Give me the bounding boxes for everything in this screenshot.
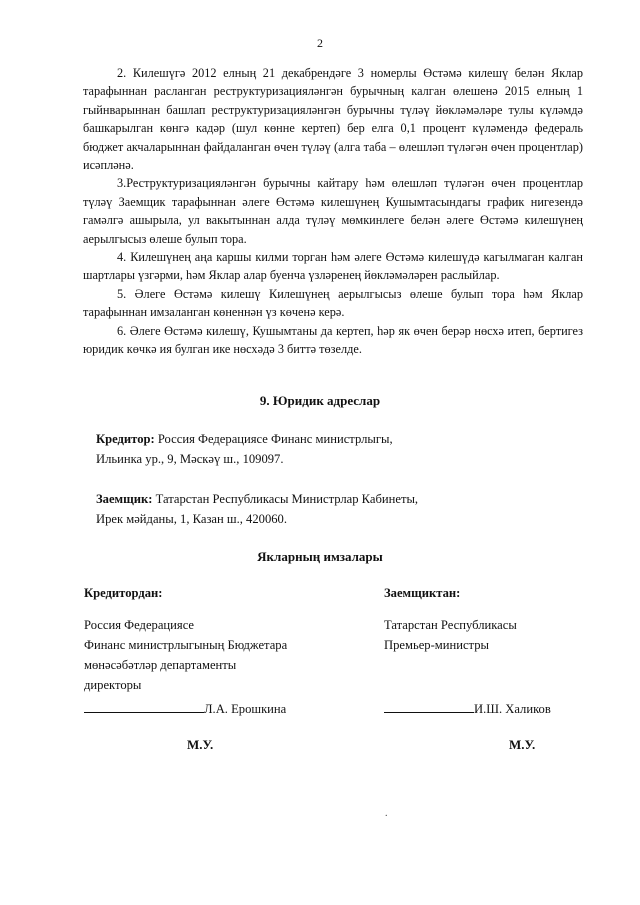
borrower-signature-line-2: Премьер-министры	[384, 638, 489, 652]
agreement-body	[83, 64, 583, 359]
paragraph-6: 6. Әлеге Өстәмә килешү, Кушымтаны да кертеп, һәр як өчен берәр нөсхә итеп, бертигез юридик көчкә ия булган ике нөсхәдә 3 биттә төзелде.	[83, 323, 583, 357]
creditor-signature-field	[84, 699, 354, 719]
creditor-signature-line-4: директоры	[84, 678, 142, 692]
creditor-signature-line-3: мөнәсәбәтләр департаменты	[84, 658, 237, 672]
borrower-address: Ирек мәйданы, 1, Казан ш., 420060.	[96, 512, 287, 526]
page-number: 2	[317, 36, 323, 50]
creditor-name: Россия Федерациясе Финанс министрлыгы,	[157, 432, 393, 446]
borrower-name: Татарстан Республикасы Министрлар Кабинеты,	[155, 492, 419, 506]
creditor-signature-underline	[84, 700, 204, 713]
creditor-signature-line-2: Финанс министрлыгының Бюджетара	[84, 638, 288, 652]
creditor-address: Ильинка ур., 9, Мәскәү ш., 109097.	[96, 452, 284, 466]
creditor-seal-mark: М.У.	[187, 737, 214, 752]
paragraph-5: 5. Әлеге Өстәмә килешү Килешүнең аерылгысыз өлеше булып тора һәм Яклар тарафыннан имзаланган көненнән үз көченә керә.	[83, 286, 583, 320]
stray-mark: .	[385, 808, 388, 819]
borrower-seal-mark: М.У.	[509, 737, 536, 752]
borrower-signature-block	[384, 583, 594, 719]
creditor-signer-name: Л.А. Ерошкина	[204, 702, 287, 716]
creditor-signature-line-1: Россия Федерациясе	[84, 618, 195, 632]
legal-addresses-heading: 9. Юридик адреслар	[259, 393, 381, 408]
borrower-label: Заемщик:	[96, 492, 153, 506]
borrower-signer-name: И.Ш. Халиков	[474, 702, 551, 716]
creditor-signature-block	[84, 583, 354, 719]
borrower-signature-field	[384, 699, 594, 719]
borrower-signature-title: Заемщиктан:	[384, 586, 461, 600]
signatures-heading: Якларның имзалары	[257, 549, 383, 564]
borrower-signature-underline	[384, 700, 474, 713]
paragraph-3: 3.Реструктуризацияләнгән бурычны кайтару һәм өлешләп түләгән өчен процентлар түләү Заемщик тарафыннан әлеге Өстәмә килешүнең Кушымтасындагы график нигезендә гамәлгә ашырыла, ул вакытыннан алда түләү мөмкинлеге белән әлеге Өстәмә килешүнең аерылгысыз өлеше булып тора.	[83, 176, 583, 246]
paragraph-4: 4. Килешүнең аңа каршы килми торган һәм әлеге Өстәмә килешүдә кагылмаган калган шартлары үзгәрми, һәм Яклар алар буенча үзләренең йөкләмәләрен раслыйлар.	[83, 250, 583, 283]
creditor-signature-title: Кредитордан:	[84, 586, 163, 600]
borrower-signature-line-1: Татарстан Республикасы	[384, 618, 517, 632]
creditor-address-block	[96, 429, 576, 469]
borrower-address-block	[96, 489, 576, 529]
creditor-label: Кредитор:	[96, 432, 155, 446]
paragraph-2: 2. Килешүгә 2012 елның 21 декабрендәге 3 номерлы Өстәмә килешү белән Яклар тарафыннан расланган реструктуризацияләнгән бурычның калган өлешенә 2015 елның 1 гыйнварыннан башлап реструктуризацияләнгән бурычны түләү йөкләмәләре тулы күләмдә башкарылган көнгә кадәр (шул көнне кертеп) бер елга 0,1 процент күләмендә федераль бюджет акчаларыннан файдаланган өчен түләү (алга таба – өлешләп түләгән өчен процентлар) исәпләнә.	[83, 66, 583, 173]
